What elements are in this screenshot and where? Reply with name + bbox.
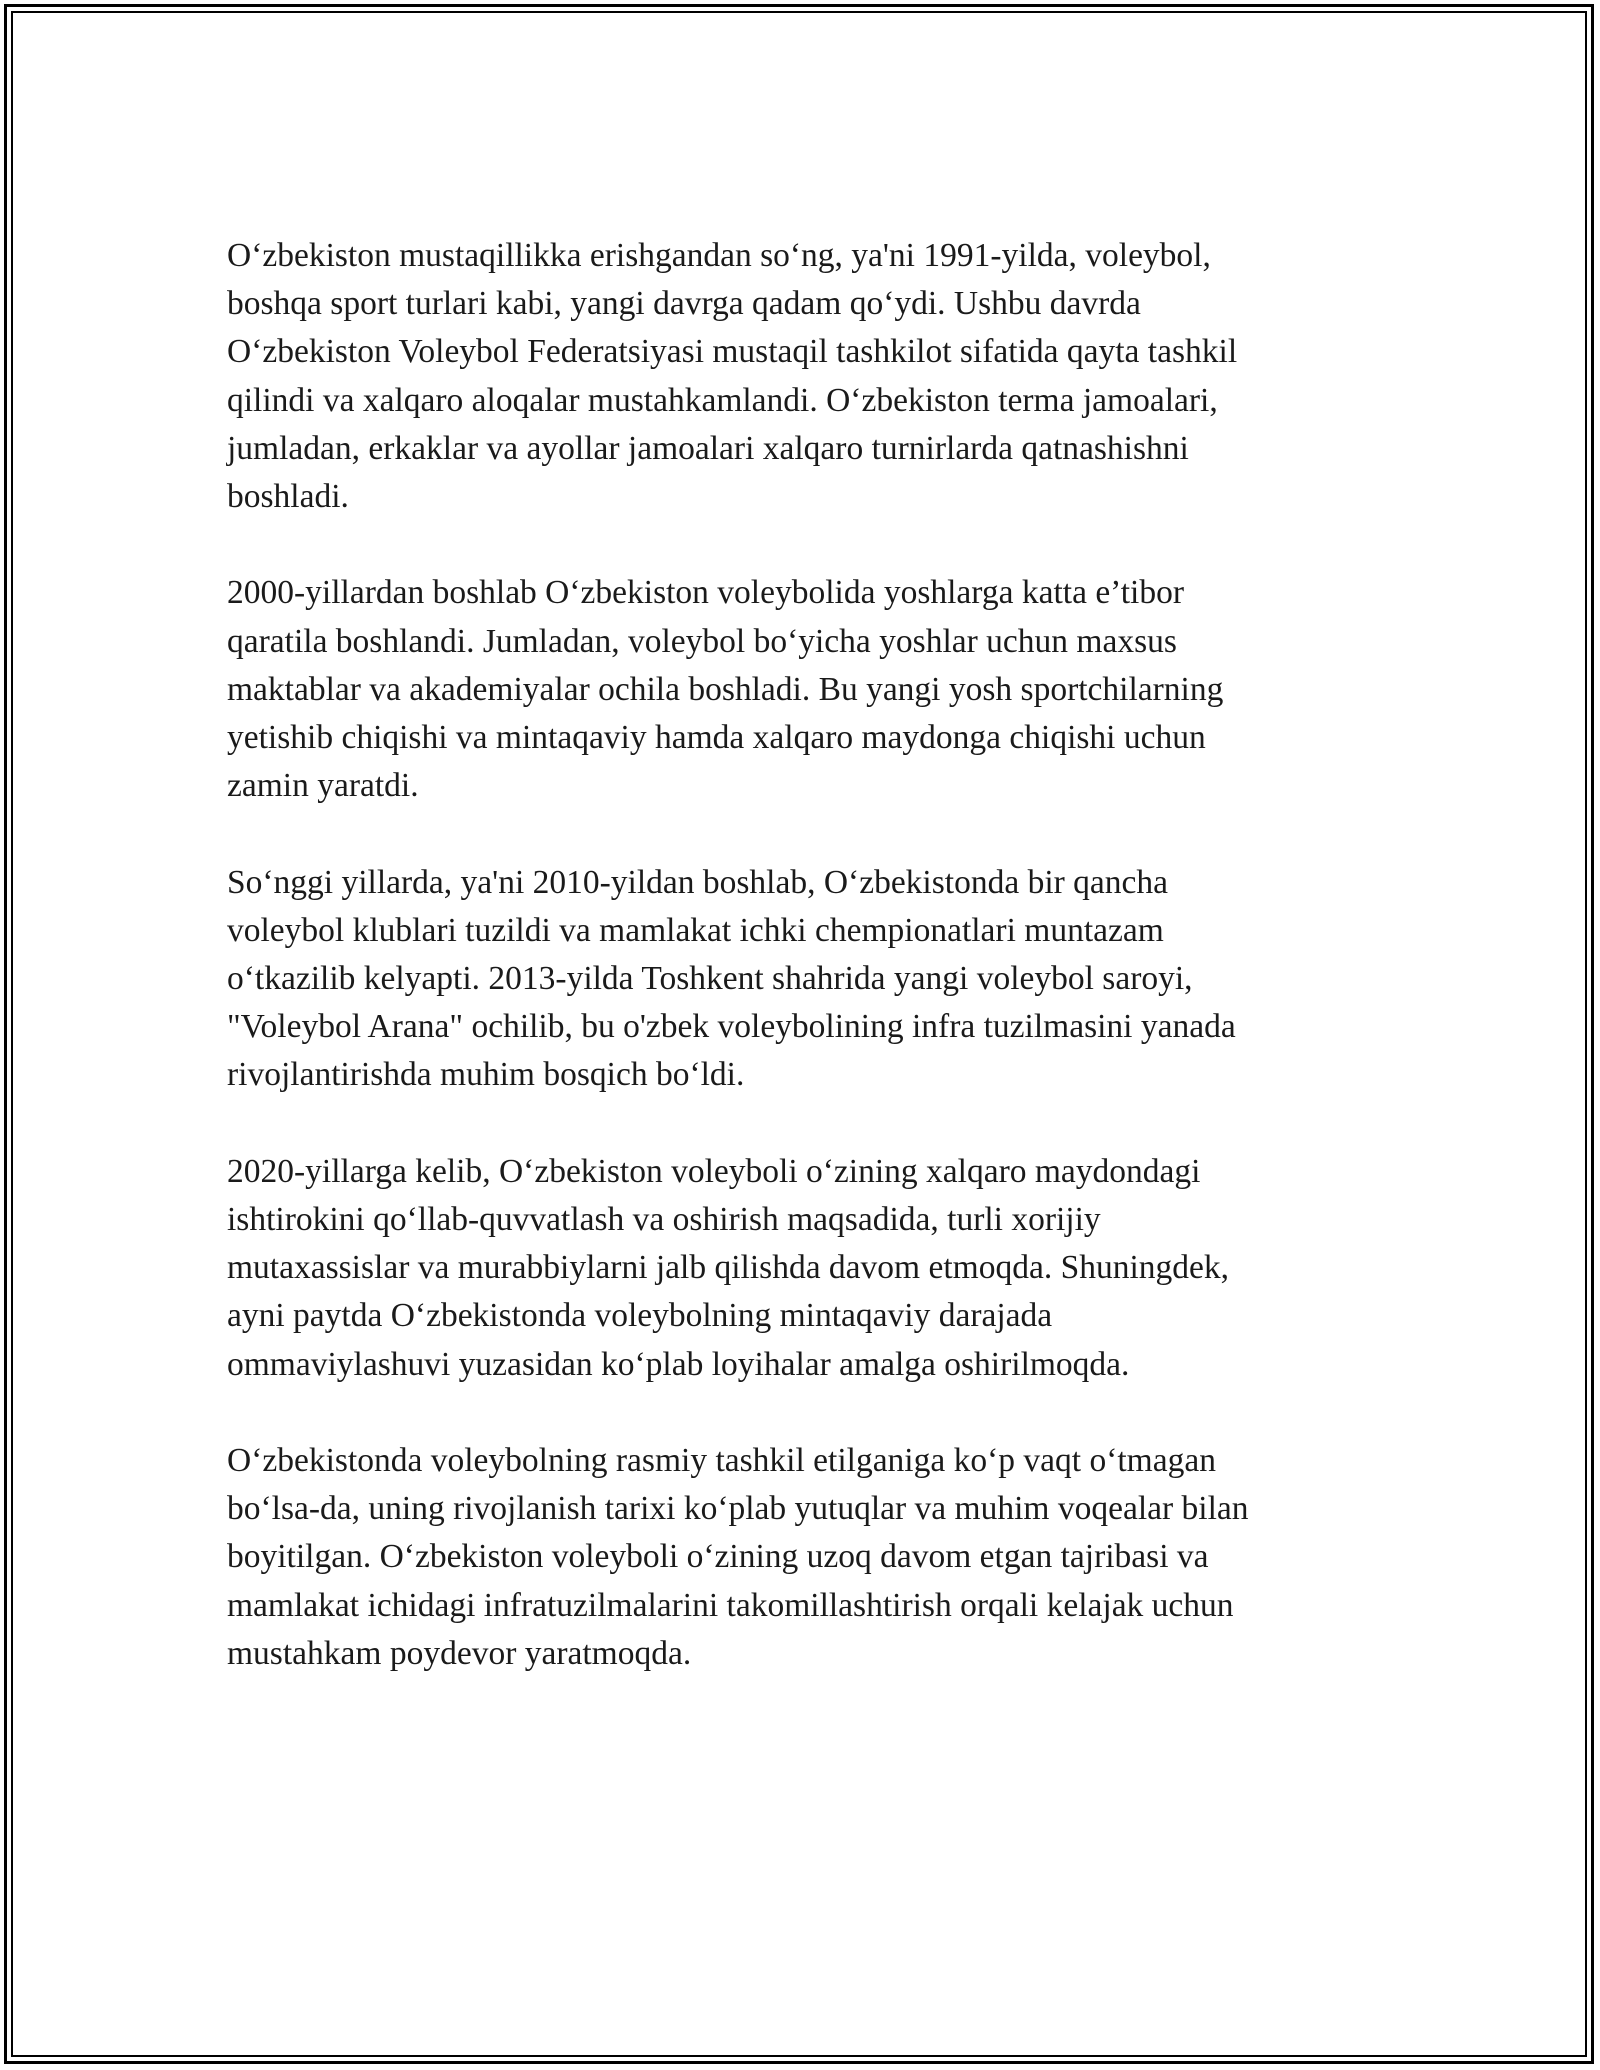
paragraph-5 <box>227 1437 1387 1678</box>
text-line: voleybol klublari tuzildi va mamlakat ichki chempionatlari muntazam <box>227 911 1164 949</box>
text-line: mutaxassislar va murabbiylarni jalb qilishda davom etmoqda. Shuningdek, <box>227 1249 1230 1287</box>
text-line: O‘zbekiston Voleybol Federatsiyasi mustaqil tashkilot sifatida qayta tashkil <box>227 333 1238 371</box>
text-line: mustahkam poydevor yaratmoqda. <box>227 1634 692 1672</box>
text-line: o‘tkazilib kelyapti. 2013-yilda Toshkent shahrida yangi voleybol saroyi, <box>227 960 1193 998</box>
text-line: ommaviylashuvi yuzasidan ko‘plab loyihalar amalga oshirilmoqda. <box>227 1345 1130 1383</box>
text-line: yetishib chiqishi va mintaqaviy hamda xalqaro maydonga chiqishi uchun <box>227 719 1206 757</box>
text-line: "Voleybol Arana" ochilib, bu o'zbek voleybolining infra tuzilmasini yanada <box>227 1008 1236 1046</box>
text-line: jumladan, erkaklar va ayollar jamoalari xalqaro turnirlarda qatnashishni <box>227 429 1189 467</box>
paragraph-2 <box>227 569 1387 810</box>
paragraph-3 <box>227 859 1387 1100</box>
text-line: qaratila boshlandi. Jumladan, voleybol bo‘yicha yoshlar uchun maxsus <box>227 622 1177 660</box>
text-line: mamlakat ichidagi infratuzilmalarini takomillashtirish orqali kelajak uchun <box>227 1586 1234 1624</box>
text-line: boshladi. <box>227 478 349 516</box>
text-line: zamin yaratdi. <box>227 767 419 805</box>
text-line: 2000-yillardan boshlab O‘zbekiston voleybolida yoshlarga katta e’tibor <box>227 574 1185 612</box>
text-line: ishtirokini qo‘llab-quvvatlash va oshirish maqsadida, turli xorijiy <box>227 1201 1101 1239</box>
text-line: bo‘lsa-da, uning rivojlanish tarixi ko‘plab yutuqlar va muhim voqealar bilan <box>227 1490 1249 1528</box>
text-line: qilindi va xalqaro aloqalar mustahkamlandi. O‘zbekiston terma jamoalari, <box>227 381 1218 419</box>
paragraph-4 <box>227 1148 1387 1389</box>
text-line: boyitilgan. O‘zbekiston voleyboli o‘zining uzoq davom etgan tajribasi va <box>227 1538 1209 1576</box>
document-body <box>227 232 1387 1726</box>
text-line: maktablar va akademiyalar ochila boshladi. Bu yangi yosh sportchilarning <box>227 670 1224 708</box>
text-line: 2020-yillarga kelib, O‘zbekiston voleyboli o‘zining xalqaro maydondagi <box>227 1152 1201 1190</box>
text-line: O‘zbekiston mustaqillikka erishgandan so‘ng, ya'ni 1991-yilda, voleybol, <box>227 237 1211 274</box>
text-line: O‘zbekistonda voleybolning rasmiy tashkil etilganiga ko‘p vaqt o‘tmagan <box>227 1442 1216 1480</box>
text-line: ayni paytda O‘zbekistonda voleybolning mintaqaviy darajada <box>227 1297 1053 1335</box>
text-line: boshqa sport turlari kabi, yangi davrga qadam qo‘ydi. Ushbu davrda <box>227 285 1141 323</box>
paragraph-1 <box>227 232 1387 521</box>
text-line: rivojlantirishda muhim bosqich bo‘ldi. <box>227 1056 745 1094</box>
text-line: So‘nggi yillarda, ya'ni 2010-yildan boshlab, O‘zbekistonda bir qancha <box>227 863 1169 901</box>
